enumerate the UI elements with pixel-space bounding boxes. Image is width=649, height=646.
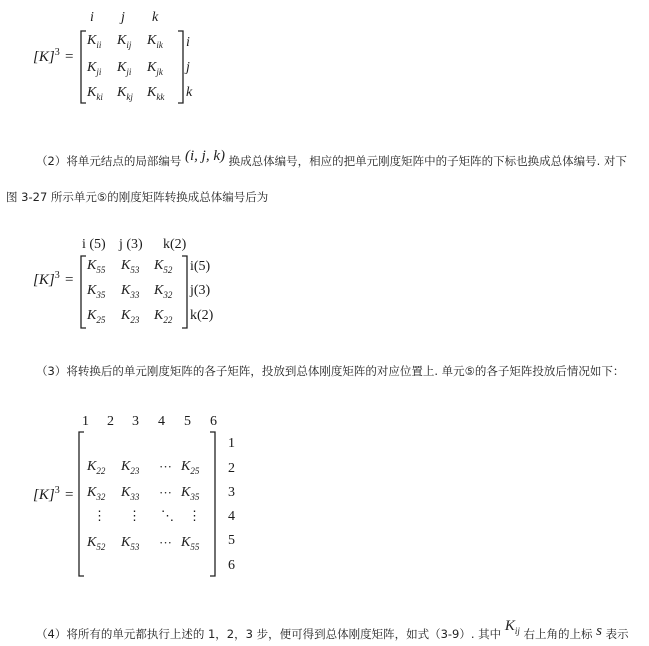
ellipsis: ··· [159,459,172,474]
matrix-cell: $K_{53}$ [121,535,140,552]
col-header: j (3) [119,237,143,252]
col-header: k(2) [163,237,187,252]
col-header: j [121,10,125,25]
matrix-cell: $K_{55}$ [87,258,106,275]
row-label: 4 [228,509,235,524]
row-label: 6 [228,558,235,573]
matrix-cell: $K_{ji}$ [87,60,102,77]
col-header: i [90,10,94,25]
col-header: k [152,10,159,25]
matrix-cell: $K_{23}$ [121,308,140,325]
equals-sign: = [65,487,74,503]
col-header: 1 [82,414,89,429]
matrix-cell: $K_{52}$ [87,535,106,552]
col-header: 6 [210,414,217,429]
inline-math: (i, j, k) [184,148,225,164]
matrix-cell: $K_{22}$ [87,459,106,476]
row-label: 3 [228,485,235,500]
matrix-cell: $K_{55}$ [181,535,200,552]
row-label: 2 [228,461,235,476]
matrix-cell: $K_{32}$ [87,485,106,502]
matrix-cell: $K_{ki}$ [87,85,103,102]
matrix-cell: $K_{35}$ [87,283,106,300]
row-label: 1 [228,436,235,451]
equals-sign: = [65,49,74,65]
matrix-cell: $K_{ij}$ [117,33,132,50]
matrix-lhs: $[K]^3$ [33,270,60,288]
row-label: j [186,60,190,75]
col-header: 2 [107,414,114,429]
matrix-lhs: $[K]^3$ [33,47,60,65]
row-label: k(2) [190,308,214,323]
paragraph-2-line-1: （2）将单元结点的局部编号 (i, j, k) 换成总体编号，相应的把单元刚度矩阵中的子矩阵的下标也换成总体编号. 对下 [36,148,627,168]
inline-symbol: s [596,623,603,639]
ellipsis: ··· [159,485,172,500]
paragraph-2-line-2: 图 3-27 所示单元⑤的刚度矩阵转换成总体编号后为 [6,190,269,204]
matrix-cell: $K_{ji}$ [117,60,132,77]
matrix-cell: $K_{35}$ [181,485,200,502]
equals-sign: = [65,272,74,288]
inline-math: $K_{ij}$ [504,618,520,636]
col-header: 5 [184,414,191,429]
row-label: k [186,85,193,100]
vertical-ellipsis: ⋮ [128,508,141,523]
row-label: 5 [228,533,235,548]
matrix-bracket [78,431,216,577]
matrix-cell: $K_{kk}$ [147,85,165,102]
vertical-ellipsis: ⋮ [93,508,106,523]
matrix-cell: $K_{53}$ [121,258,140,275]
matrix-cell: $K_{52}$ [154,258,173,275]
row-label: j(3) [190,283,211,298]
matrix-cell: $K_{jk}$ [147,60,163,77]
matrix-cell: $K_{33}$ [121,283,140,300]
col-header: 4 [158,414,165,429]
matrix-cell: $K_{25}$ [181,459,200,476]
paragraph-4: （4）将所有的单元都执行上述的 1，2，3 步，便可得到总体刚度矩阵，如式（3-9）. 其中 $K_{ij}$ 右上角的上标 s 表示 [36,618,629,641]
matrix-cell: $K_{ii}$ [87,33,102,50]
matrix-lhs: $[K]^3$ [33,485,60,503]
diagonal-ellipsis: ⋱ [161,508,174,523]
matrix-cell: $K_{25}$ [87,308,106,325]
matrix-cell: $K_{33}$ [121,485,140,502]
row-label: i(5) [190,259,211,274]
col-header: i (5) [82,237,106,252]
col-header: 3 [132,414,139,429]
matrix-cell: $K_{22}$ [154,308,173,325]
matrix-cell: $K_{32}$ [154,283,173,300]
ellipsis: ··· [159,535,172,550]
vertical-ellipsis: ⋮ [188,508,201,523]
matrix-cell: $K_{kj}$ [117,85,133,102]
matrix-cell: $K_{23}$ [121,459,140,476]
matrix-cell: $K_{ik}$ [147,33,163,50]
row-label: i [186,35,190,50]
paragraph-3: （3）将转换后的单元刚度矩阵的各子矩阵，投放到总体刚度矩阵的对应位置上. 单元⑤的各子矩阵投放后情况如下： [36,364,625,378]
